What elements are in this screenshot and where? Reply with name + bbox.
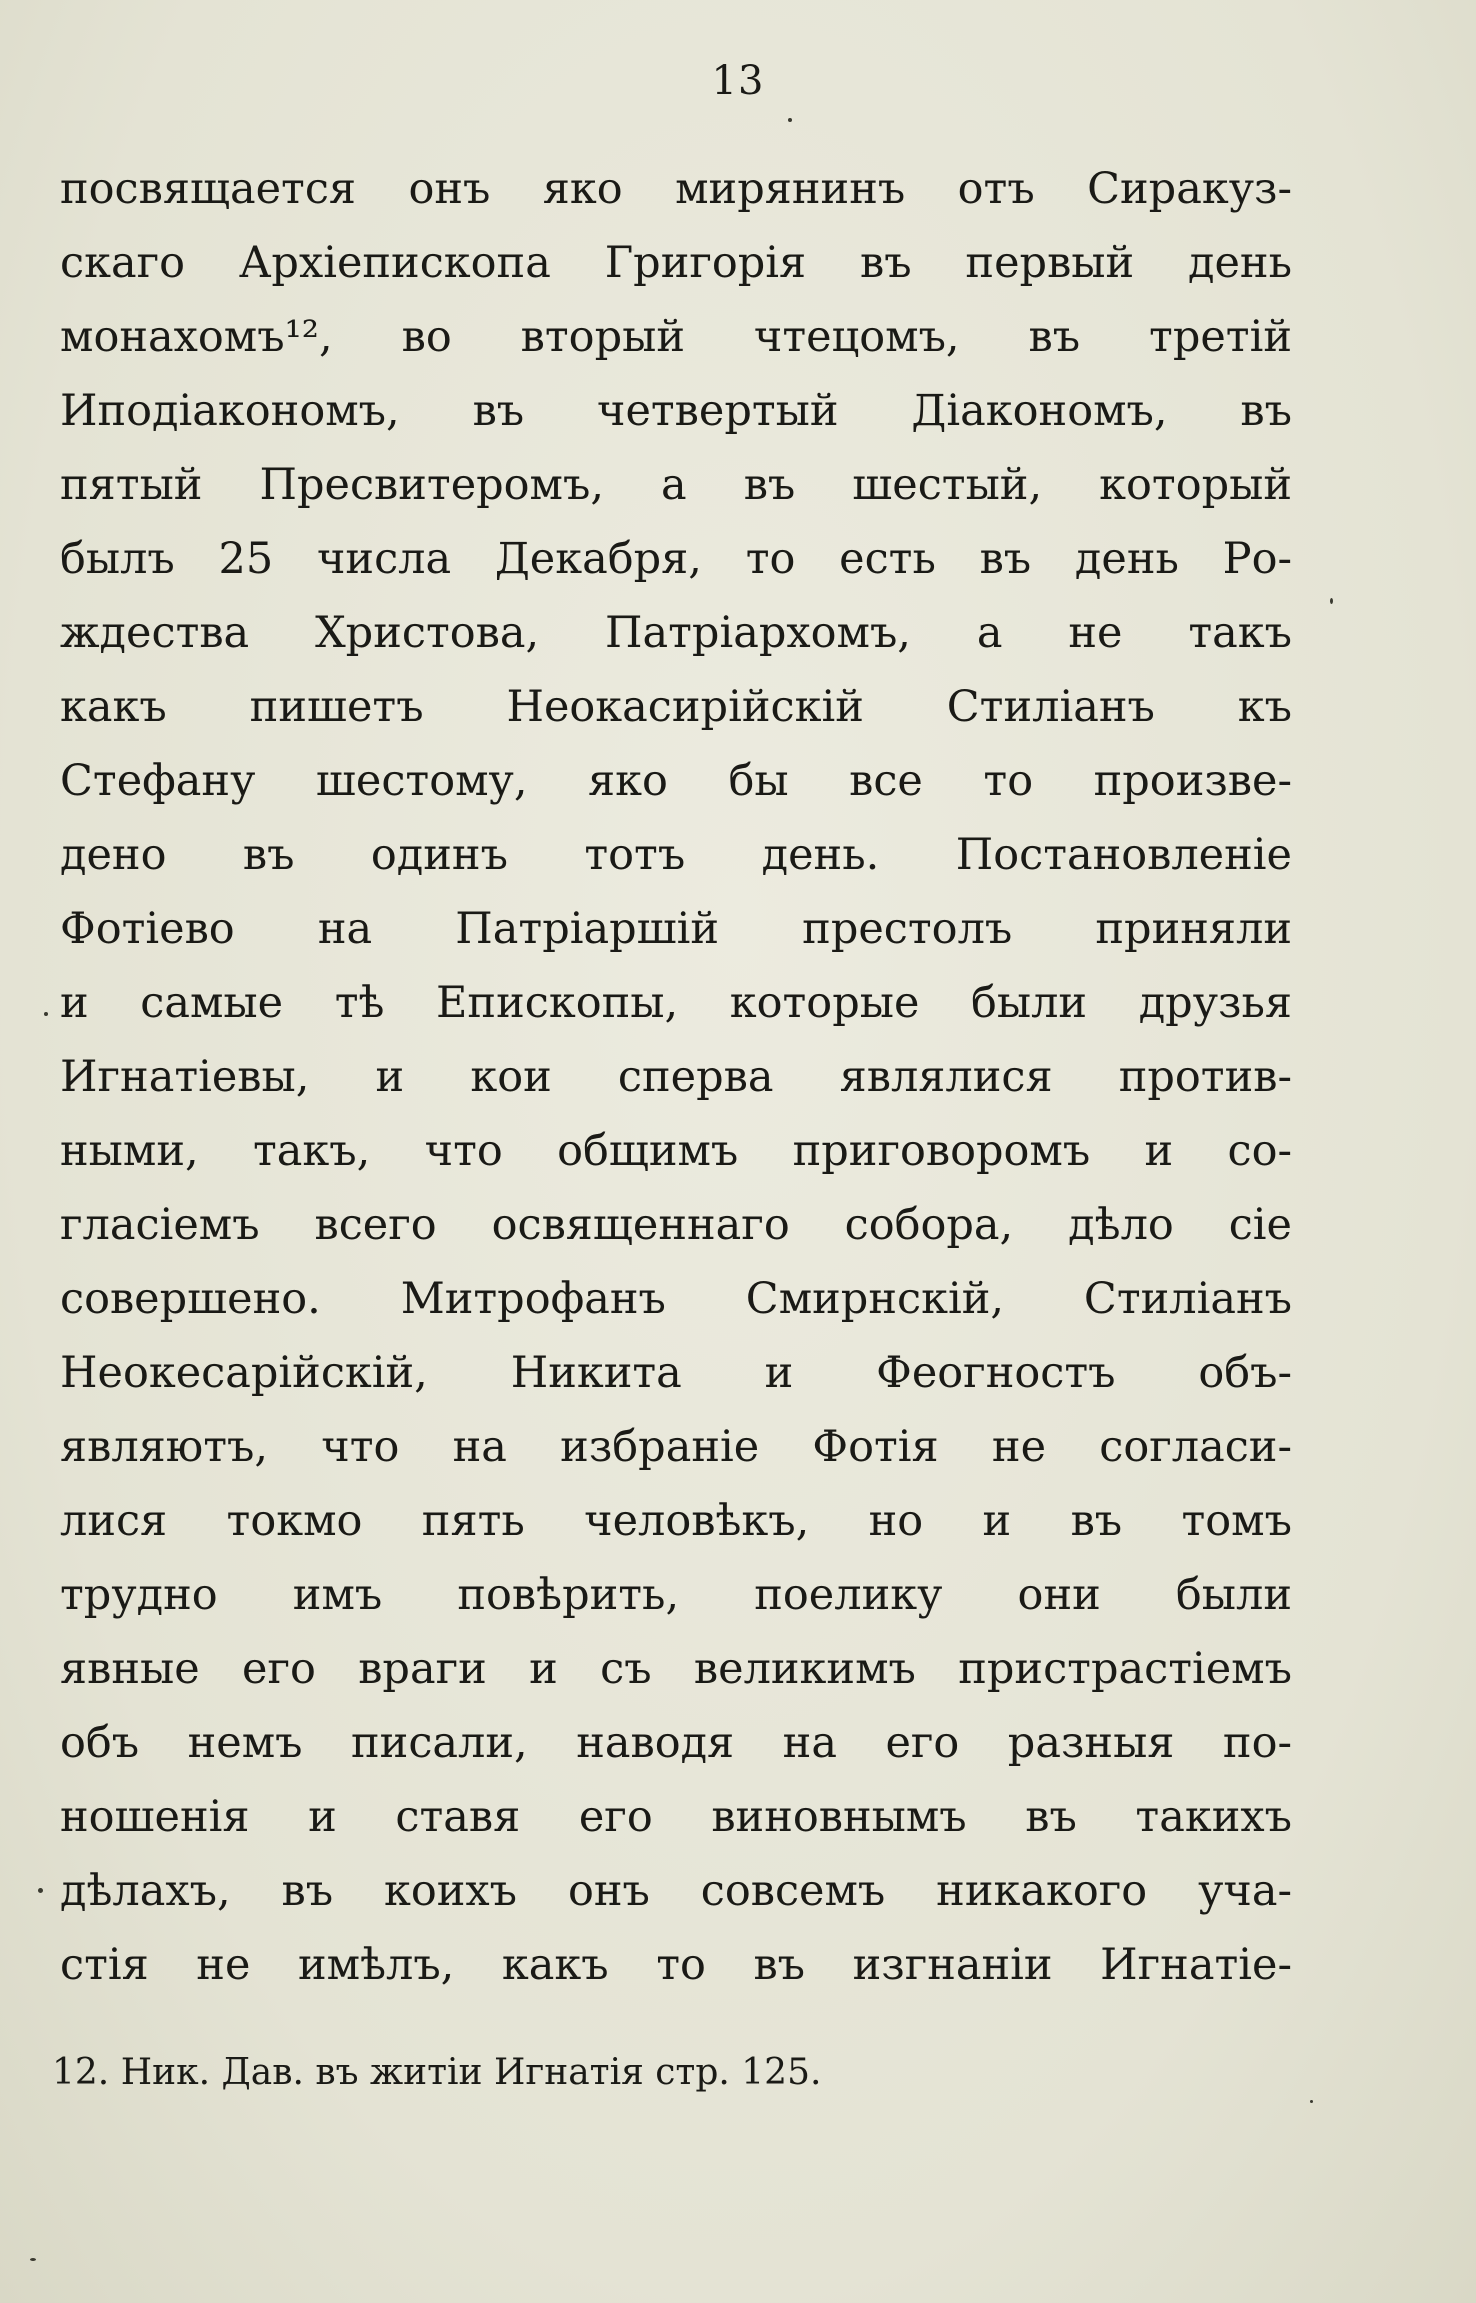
ink-speck bbox=[1310, 2100, 1313, 2103]
text-line: являютъ, что на избранiе Фотiя не согласи- bbox=[60, 1422, 1292, 1472]
text-line: ношенiя и ставя его виновнымъ въ такихъ bbox=[60, 1792, 1292, 1842]
ink-speck bbox=[30, 2258, 36, 2261]
text-line: посвящается онъ яко мирянинъ отъ Сиракуз- bbox=[60, 164, 1292, 214]
page-number: 13 bbox=[711, 58, 765, 104]
text-line: скаго Архiепископа Григорiя въ первый день bbox=[60, 238, 1292, 288]
text-line: Неокесарiйскiй, Никита и Феогностъ объ- bbox=[60, 1348, 1292, 1398]
text-line: Стефану шестому, яко бы все то произве- bbox=[60, 756, 1292, 806]
text-line: Иподiакономъ, въ четвертый Дiакономъ, въ bbox=[60, 386, 1292, 436]
text-line: объ немъ писали, наводя на его разныя по- bbox=[60, 1718, 1292, 1768]
text-line: лися токмо пять человѣкъ, но и въ томъ bbox=[60, 1496, 1292, 1546]
ink-speck bbox=[788, 118, 792, 122]
text-line: былъ 25 числа Декабря, то есть въ день Ро- bbox=[60, 534, 1292, 584]
ink-speck bbox=[44, 1012, 48, 1016]
ink-speck bbox=[1330, 598, 1333, 604]
text-line: Фотiево на Патрiаршiй престолъ приняли bbox=[60, 904, 1292, 954]
text-line: ждества Христова, Патрiархомъ, а не такъ bbox=[60, 608, 1292, 658]
text-line: и самые тѣ Епископы, которые были друзья bbox=[60, 978, 1292, 1028]
ink-speck bbox=[38, 1888, 43, 1893]
text-line: Игнатiевы, и кои сперва являлися против- bbox=[60, 1052, 1292, 1102]
footnote: 12. Ник. Дав. въ житiи Игнатiя стр. 125. bbox=[52, 2052, 822, 2093]
text-line: монахомъ¹², во вторый чтецомъ, въ третiй bbox=[60, 312, 1292, 362]
text-line: совершено. Митрофанъ Смирнскiй, Стилiанъ bbox=[60, 1274, 1292, 1324]
text-line: ными, такъ, что общимъ приговоромъ и со- bbox=[60, 1126, 1292, 1176]
text-line: дено въ одинъ тотъ день. Постановленiе bbox=[60, 830, 1292, 880]
text-line: трудно имъ повѣрить, поелику они были bbox=[60, 1570, 1292, 1620]
text-line: гласiемъ всего освященнаго собора, дѣло сiе bbox=[60, 1200, 1292, 1250]
text-line: стiя не имѣлъ, какъ то въ изгнанiи Игнатiе- bbox=[60, 1940, 1292, 1990]
text-line: какъ пишетъ Неокасирiйскiй Стилiанъ къ bbox=[60, 682, 1292, 732]
text-line: дѣлахъ, въ коихъ онъ совсемъ никакого уча- bbox=[60, 1866, 1292, 1916]
text-line: явные его враги и съ великимъ пристрастiемъ bbox=[60, 1644, 1292, 1694]
body-text bbox=[60, 152, 1292, 2002]
text-line: пятый Пресвитеромъ, а въ шестый, который bbox=[60, 460, 1292, 510]
